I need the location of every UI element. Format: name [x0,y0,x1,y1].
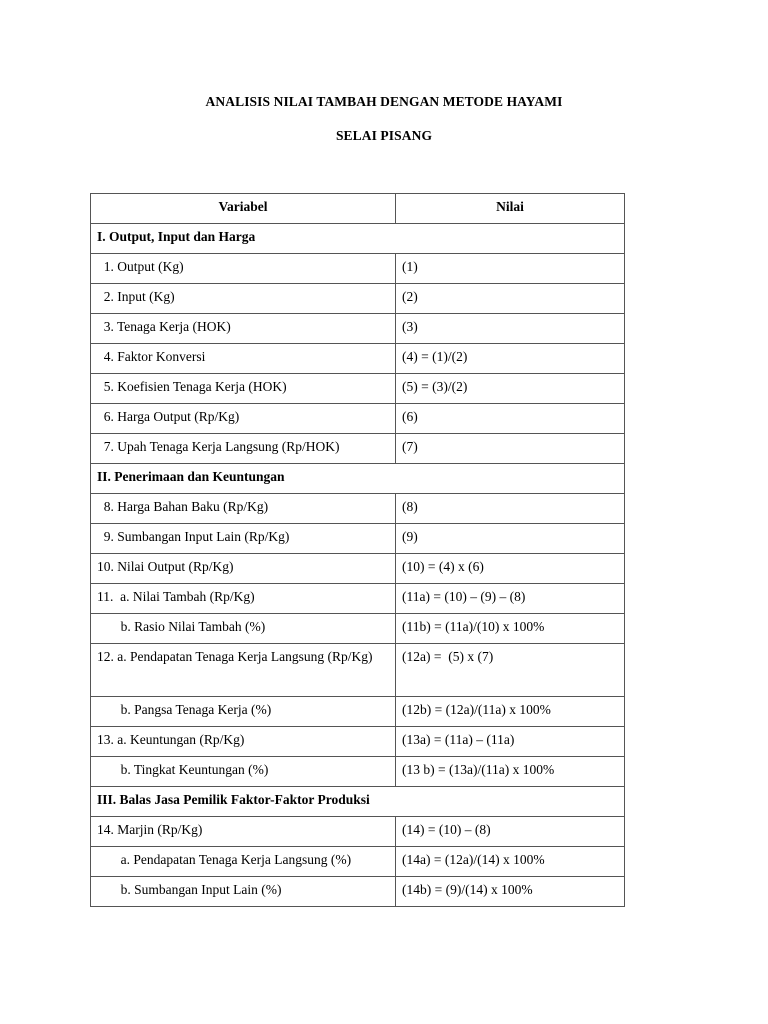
table-row [91,697,625,727]
table-row [91,434,625,464]
document-subtitle: SELAI PISANG [335,128,433,143]
variabel-cell: a. Pendapatan Tenaga Kerja Langsung (%) [91,847,396,877]
nilai-cell: (2) [396,284,625,314]
table-row [91,817,625,847]
table-row [91,254,625,284]
variabel-cell: 3. Tenaga Kerja (HOK) [91,314,396,344]
variabel-cell: 12. a. Pendapatan Tenaga Kerja Langsung (Rp/Kg) [91,644,396,697]
nilai-cell: (11b) = (11a)/(10) x 100% [396,614,625,644]
variabel-cell: 1. Output (Kg) [91,254,396,284]
table-row [91,757,625,787]
table-row [91,847,625,877]
variabel-cell: 13. a. Keuntungan (Rp/Kg) [91,727,396,757]
section-label: I. Output, Input dan Harga [91,224,625,254]
variabel-cell: 8. Harga Bahan Baku (Rp/Kg) [91,494,396,524]
hayami-table [90,193,625,907]
nilai-cell: (11a) = (10) – (9) – (8) [396,584,625,614]
table-row [91,584,625,614]
variabel-cell: b. Rasio Nilai Tambah (%) [91,614,396,644]
variabel-cell: 9. Sumbangan Input Lain (Rp/Kg) [91,524,396,554]
nilai-cell: (13a) = (11a) – (11a) [396,727,625,757]
table-row [91,314,625,344]
table-row [91,284,625,314]
nilai-cell: (10) = (4) x (6) [396,554,625,584]
variabel-cell: b. Tingkat Keuntungan (%) [91,757,396,787]
variabel-cell: 14. Marjin (Rp/Kg) [91,817,396,847]
table-row [91,554,625,584]
nilai-cell: (6) [396,404,625,434]
section-row [91,787,625,817]
table-row [91,727,625,757]
table-row [91,524,625,554]
nilai-cell: (14a) = (12a)/(14) x 100% [396,847,625,877]
nilai-cell: (7) [396,434,625,464]
document-title: ANALISIS NILAI TAMBAH DENGAN METODE HAYAMI [205,94,563,109]
nilai-cell: (3) [396,314,625,344]
section-row [91,464,625,494]
header-variabel: Variabel [91,194,396,224]
variabel-cell: b. Sumbangan Input Lain (%) [91,877,396,907]
section-label: II. Penerimaan dan Keuntungan [91,464,625,494]
nilai-cell: (13 b) = (13a)/(11a) x 100% [396,757,625,787]
nilai-cell: (4) = (1)/(2) [396,344,625,374]
nilai-cell: (14b) = (9)/(14) x 100% [396,877,625,907]
nilai-cell: (9) [396,524,625,554]
table-row [91,877,625,907]
table-row [91,374,625,404]
variabel-cell: 4. Faktor Konversi [91,344,396,374]
variabel-cell: 11. a. Nilai Tambah (Rp/Kg) [91,584,396,614]
table-row [91,404,625,434]
nilai-cell: (1) [396,254,625,284]
header-nilai: Nilai [396,194,625,224]
variabel-cell: 7. Upah Tenaga Kerja Langsung (Rp/HOK) [91,434,396,464]
nilai-cell: (12b) = (12a)/(11a) x 100% [396,697,625,727]
table-row [91,644,625,697]
nilai-cell: (14) = (10) – (8) [396,817,625,847]
nilai-cell: (8) [396,494,625,524]
table-row [91,494,625,524]
variabel-cell: 10. Nilai Output (Rp/Kg) [91,554,396,584]
table-row [91,614,625,644]
nilai-cell: (12a) = (5) x (7) [396,644,625,697]
variabel-cell: 2. Input (Kg) [91,284,396,314]
table-body [91,224,625,907]
variabel-cell: 6. Harga Output (Rp/Kg) [91,404,396,434]
nilai-cell: (5) = (3)/(2) [396,374,625,404]
variabel-cell: 5. Koefisien Tenaga Kerja (HOK) [91,374,396,404]
table-header-row [91,194,625,224]
table-row [91,344,625,374]
section-label: III. Balas Jasa Pemilik Faktor-Faktor Produksi [91,787,625,817]
section-row [91,224,625,254]
variabel-cell: b. Pangsa Tenaga Kerja (%) [91,697,396,727]
